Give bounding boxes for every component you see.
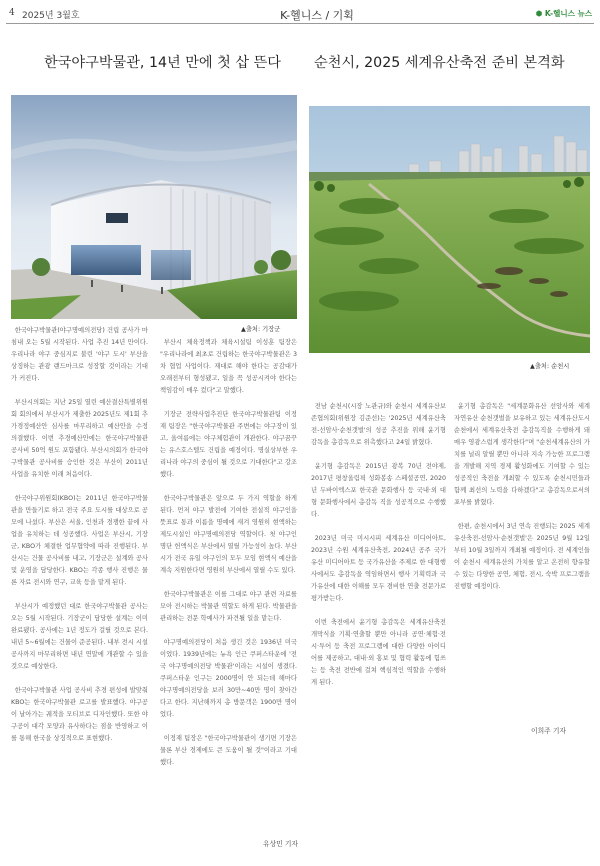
right-article-column-1 [311,401,446,701]
paragraph: 기장군 전략사업추진단 한국야구박물관팀 이정재 팀장은 "한국야구박물관 주변에는 야구장이 있고, 올여름에는 야구체험관이 개관한다. 야구꿈꾸는 유스호스텔도 건립을 예정이다. 명실상부한 우리나라 야구의 중심이 될 것으로 기대한다"고 강조했다. [160,411,297,478]
left-headline: 한국야구박물관, 14년 만에 첫 삽 뜬다 [44,55,281,71]
page-number: 4 [9,8,15,18]
paragraph: 전남 순천시(시장 노관규)와 순천시 세계유산보존협의회(위원장 김준선)는 '2025년 세계유산축전-선암사·순천갯벌'의 성공 추진을 위해 윤기형 감독을 총감독으로 위촉했다고 24일 밝혔다. [311,403,446,446]
right-byline: 이희주 기자 [531,727,566,735]
paragraph: 이정재 팀장은 "한국야구박물관이 생기면 기장은 물론 부산 경제에도 큰 도움이 될 것"이라고 기대했다. [160,735,297,766]
museum-photo [11,95,297,319]
paragraph: 윤기형 총감독은 2015년 광복 70년 전야제, 2017년 평창올림픽 성화봉송 스페셜공연, 2020년 두바이엑스포 한국관 문화행사 등 국내·외 대형 문화행사에서 총감독 직을 성공적으로 수행했다. [311,463,446,518]
paragraph: 부산시 체육정책과 체육시설팀 이성훈 팀장은 "우리나라에 최초로 건립하는 한국야구박물관은 3차 협업 사업이다. 재대로 해야 한다는 공감대가 오래전부터 형성됐고, 일을 꼭 성공시켜야 한다는 책임감이 매우 컸다"고 말했다. [160,339,297,394]
paragraph: 한국야구박물관은 이를 그대로 야구 관련 자료를 모아 전시하는 박물관 역할도 하게 된다. 박물관을 관리하는 전문 학예사가 파견될 일을 맡는다. [160,591,297,622]
header-divider [6,23,594,24]
suncheon-photo [309,106,590,353]
left-photo-caption: ▲출처: 기장군 [241,326,281,333]
publication-logo [536,8,592,19]
paragraph: 한국야구박물관(야구명예의전당) 건립 공사가 마침내 오는 5월 시작된다. 사업 추진 14년 만이다. 우리나라 야구 중심지로 불린 '야구 도시' 부산을 상징하는 관광 랜드마크로 성장할 것이라는 기대가 커진다. [11,327,148,382]
paragraph: 부산시의회는 지난 25일 열린 예산결산특별위원회 회의에서 부산시가 제출한 2025년도 제1회 추가경정예산안 심사를 마무리하고 예산안을 수정 의결했다. 이번 추경예산안에는 한국야구박물관 공사비 50억 원도 포함됐다. 부산시의회가 한국야구박물관 공사비를 승인한 것은 부산이 2011년 사업을 유치한 이래 처음이다. [11,399,148,478]
right-headline: 순천시, 2025 세계유산축전 준비 본격화 [314,55,565,71]
right-article-column-2 [454,401,590,605]
suncheon-aerial-view [309,106,590,353]
logo-text: K-헬니스 뉴스 [544,9,592,18]
left-article-column-1 [11,325,148,757]
section-title: K-헬니스 / 기획 [280,9,354,22]
logo-icon: ⬢ [535,9,543,18]
paragraph: 한국야구박물관 사업 공사비 추경 편성에 발맞춰 KBO는 한국야구박물관 로고를 발표했다. 야구공이 날아가는 궤적을 모티브로 디자인했다. 또한 야구공이 대각 모양과 유사하다는 점을 반영하고 이를 통해 한국을 상징적으로 표현했다. [11,687,148,742]
museum-rendering [11,95,297,319]
left-byline: 유상민 기자 [263,840,298,848]
paragraph: 한국야구위원회(KBO)는 2011년 한국야구박물관을 만들기로 하고 전국 주요 도시를 대상으로 공모에 나섰다. 부산은 서울, 인천과 경쟁한 끝에 사업을 유치하는 데 성공했다. 사업은 부산시, 기장군, KBO가 체결한 업무협약에 따라 진행된다. 부산시는 건물 공사비를 내고, 기장군은 설계와 공사 및 운영을 담당한다. KBO는 각종 행사 진행은 물론 자료 전시와 연구, 교육 등을 맡게 된다. [11,495,148,586]
paragraph: 한국야구박물관은 앞으로 두 가지 역할을 하게 된다. 먼저 야구 발전에 기여한 전설적 야구인을 뜻표로 통과 이름을 명예에 새겨 영원히 현액하는 제도시설인 야구명예의전당 역할이다. 첫 야구인 명단 헌액식은 부산에서 열릴 가능성이 높다. 부산시가 전국 유일 야구인의 모두 모임 현액식 예산을 계속 지원한다면 영원히 부산에서 열릴 수도 있다. [160,495,297,574]
issue-date: 2025년 3월호 [22,11,80,21]
paragraph: 야구명예의전당이 처음 생긴 것은 1936년 미국이었다. 1939년에는 뉴욕 인근 쿠퍼스타운에 '전국 야구명예의전당 박물관'이라는 시설이 생겼다. 쿠퍼스타운 인구는 2000명이 안 되는데 해마다 야구명예의전당을 보러 30만~40만 명이 찾아간다고 한다. 지난해까지 총 방문객은 1900만 명이었다. [160,639,297,718]
left-article-column-2 [160,337,297,781]
paragraph: 이번 축전에서 윤기형 총감독은 세계유산축전 개막식을 기획·연출할 뿐만 아니라 공연·체험·전시·투어 등 축전 프로그램에 대한 다양한 아이디어를 제공하고, 대내·외 홍보 및 협력 활동에 힘쓰는 등 축전 전반에 걸쳐 핵심적인 역할을 수행하게 된다. [311,619,446,686]
paragraph: 한편, 순천시에서 3년 연속 진행되는 2025 세계유산축전-선암사·순천갯벌'은 2025년 9월 12일부터 10월 3일까지 개최될 예정이다. 전 세계인들이 순천시 세계유산의 가치를 알고 온전히 향유할 수 있는 다양한 공연, 체험, 전시, 숙박 프로그램을 진행할 예정이다. [454,523,590,590]
paragraph: 부산시가 예정했던 대로 한국야구박물관 공사는 오는 5월 시작된다. 기장군이 담당한 설계는 이미 완료됐다. 공사에는 1년 정도가 걸릴 것으로 본다. 내년 5~6월에는 건물이 준공된다. 내부 전시 시설 공사까지 마무리하면 내년 연말에 개관할 수 있을 것으로 예상한다. [11,603,148,670]
paragraph: 윤기형 총감독은 "세계문화유산 선암사와 세계자연유산 순천갯벌을 보유하고 있는 세계유산도시 순천에서 세계유산축전 총감독직을 수행하게 돼 매우 영광스럽게 생각한다"며 "순천세계유산의 가치를 널리 알릴 뿐만 아니라 지속 가능한 프로그램을 개발해 지역 경제 활성화에도 기여할 수 있는 성공적인 축전을 개최할 수 있도록 순천시민들과 함께 최선의 노력을 다하겠다"고 총감독으로서의 포부를 밝혔다. [454,403,590,506]
right-photo-caption: ▲출처: 순천시 [530,363,570,370]
paragraph: 2023년 미국 미시시피 세계유산 미디어아트, 2023년 수원 세계유산축전, 2024년 공주 국가유산 미디어아트 등 국가유산을 주제로 한 대형행사에서도 총감독을 역임하면서 행사 기획력과 국가유산에 대한 이해를 모두 겸비한 연출 전문가로 평가받는다. [311,535,446,602]
